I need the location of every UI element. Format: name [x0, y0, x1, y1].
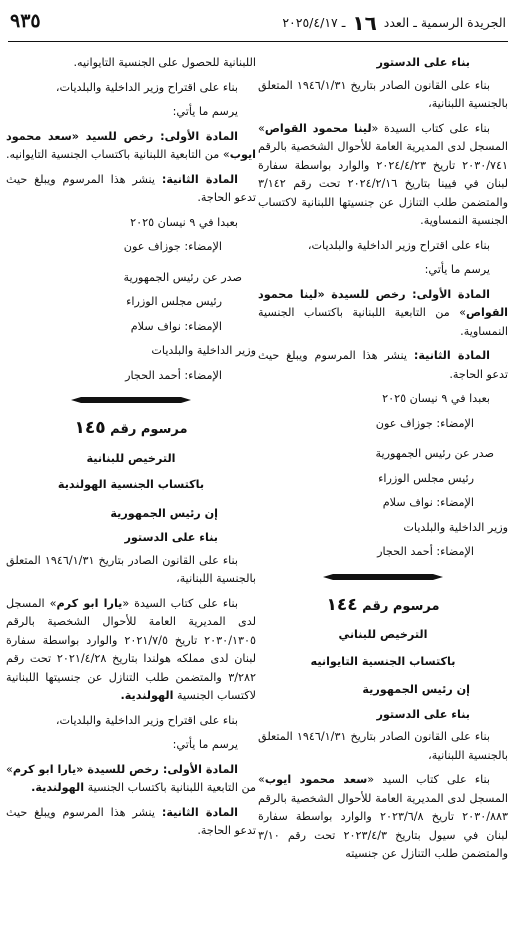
article-label: المادة الثانية:	[413, 349, 490, 362]
page-header	[8, 8, 508, 42]
paragraph: يرسم ما يأتي:	[172, 738, 238, 751]
person-name: لينا محمود القواص	[264, 121, 372, 135]
article-1	[6, 128, 256, 165]
article-1	[258, 286, 508, 342]
text-span: بناء على كتاب السيدة «	[122, 596, 239, 610]
constitution-heading: بناء على الدستور	[124, 531, 218, 544]
person-name: سعد محمود ايوب	[264, 773, 368, 786]
article-1	[6, 761, 256, 798]
text-span: رخص للسيدة «	[76, 762, 163, 776]
text-span: بناء على كتاب السيد «	[367, 773, 490, 786]
paragraph: يرسم ما يأتي:	[424, 263, 490, 276]
paragraph: بناء على القانون الصادر بتاريخ ١٩٤٦/١/٣١ المتعلق بالجنسية اللبنانية،	[258, 730, 508, 762]
paragraph: بناء على القانون الصادر بتاريخ ١٩٤٦/١/٣١ المتعلق بالجنسية اللبنانية،	[6, 553, 256, 585]
person-name: يارا ابو كرم	[56, 596, 123, 610]
issued-by: صدر عن رئيس الجمهورية	[123, 270, 242, 284]
decree-title	[258, 596, 508, 617]
right-column	[258, 54, 508, 870]
minister-signature: الإمضاء: أحمد الحجار	[377, 545, 474, 558]
article-label: المادة الثانية:	[161, 172, 238, 186]
header-page-number: ٩٣٥	[10, 10, 41, 32]
pm-title: رئيس مجلس الوزراء	[126, 295, 222, 308]
decree-label: مرسوم رقم	[362, 598, 440, 614]
article-2	[6, 804, 256, 841]
nationality: الهولندية.	[120, 689, 174, 702]
minister-signature: الإمضاء: أحمد الحجار	[125, 368, 222, 382]
header-date: ـ ٢٠٢٥/٤/١٧	[282, 15, 346, 30]
paragraph: اللبنانية للحصول على الجنسية التايوانيه.	[73, 56, 256, 69]
paragraph	[6, 595, 256, 706]
date-line: بعبدا في ٩ نيسان ٢٠٢٥	[130, 215, 238, 229]
minister-title: وزير الداخلية والبلديات	[151, 344, 256, 357]
decree-subtitle: باكتساب الجنسية التايوانيه	[310, 654, 456, 668]
separator-ornament	[71, 395, 191, 405]
minister-title: وزير الداخلية والبلديات	[403, 520, 508, 534]
article-2	[6, 171, 256, 208]
person-name: لينا محمود القواص	[258, 287, 508, 319]
decree-label: مرسوم رقم	[110, 422, 188, 437]
paragraph: يرسم ما يأتي:	[172, 105, 238, 118]
signature: الإمضاء: جوزاف عون	[375, 416, 474, 430]
text-span: » المسجل لدى المديرية العامة للأحوال الشخصية بالرقم ٢٠٣٠/٨٨٣ تاريخ ٢٠٢٣/٦/٨ والوارد بواسطة سفارة لبنان في سيول بتاريخ ٢٠٢٣/٤/٣ تحت رقم ٣/١٠ والمتضمن طلب التنازل عن جنسيته	[258, 773, 509, 860]
left-column	[6, 54, 256, 847]
pm-signature: الإمضاء: نواف سلام	[130, 319, 222, 333]
paragraph	[258, 120, 508, 231]
decree-subtitle: الترخيص للبناني	[338, 628, 428, 641]
constitution-heading: بناء على الدستور	[376, 707, 470, 721]
article-label: المادة الأولى:	[162, 762, 238, 776]
text-span: ينشر هذا المرسوم ويبلغ حيث تدعو الحاجة.	[258, 349, 508, 381]
decree-number: ١٤٥	[74, 418, 106, 438]
paragraph: بناء على القانون الصادر بتاريخ ١٩٤٦/١/٣١ المتعلق بالجنسية اللبنانية،	[258, 78, 508, 110]
constitution-heading: بناء على الدستور	[376, 56, 470, 69]
text-span: ينشر هذا المرسوم ويبلغ حيث تدعو الحاجة.	[6, 172, 256, 204]
article-label: المادة الأولى:	[160, 129, 239, 143]
person-name: يارا ابو كرم	[12, 762, 77, 776]
text-span: » من التابعية اللبنانية باكتساب الجنسية التايوانيه.	[5, 148, 230, 161]
issued-by: صدر عن رئيس الجمهورية	[375, 447, 494, 460]
text-span: » المسجل لدى المديرية العامة للأحوال الشخصية بالرقم ٢٠٣٠/١٣٠٥ تاريخ ٢٠٢١/٧/٥ والوارد بواسطة سفارة لبنان لدى مملكه هولندا بتاريخ ٢٠٢١/٤/٢٨ تحت رقم ٣/٢٨٢ والمتضمن طلب التنازل عن جنسيتها اللبنانية لاكتساب الجنسية	[6, 596, 256, 702]
nationality: الهولندية.	[31, 781, 85, 794]
pm-title: رئيس مجلس الوزراء	[378, 471, 474, 485]
decree-subtitle: باكتساب الجنسية الهولندية	[57, 478, 205, 491]
text-span: » المسجل لدى المديرية العامة للأحوال الشخصية بالرقم ٢٠٣٠/٧٤١ تاريخ ٢٠٢٤/٤/٢٣ والوارد بواسطة سفارة لبنان في فيينا بتاريخ ٢٠٢٤/٢/١٦ تحت رقم ٣/١٤٢ والمتضمن طلب التنازل عن جنسيتها اللبنانية لاكتساب الجنسية النمساوية.	[258, 121, 509, 227]
text-span: بناء على كتاب السيدة «	[371, 121, 490, 135]
paragraph: بناء على اقتراح وزير الداخلية والبلديات،	[55, 713, 238, 727]
president-heading: إن رئيس الجمهورية	[110, 506, 218, 520]
article-label: المادة الثانية:	[161, 805, 238, 819]
text-span: رخص للسيدة «	[317, 287, 413, 301]
president-heading: إن رئيس الجمهورية	[362, 683, 470, 696]
text-span: » من التابعية اللبنانية باكتساب الجنسية	[6, 762, 256, 794]
date-line: بعبدا في ٩ نيسان ٢٠٢٥	[382, 392, 490, 405]
decree-number: ١٤٤	[326, 594, 358, 615]
paragraph	[258, 771, 508, 864]
article-label: المادة الأولى:	[412, 287, 490, 301]
person-name: سعد محمود ايوب	[6, 129, 256, 161]
text-span: » من التابعية اللبنانية باكتساب الجنسية النمساوية.	[258, 306, 508, 338]
decree-subtitle: الترخيص للبنانية	[86, 451, 176, 465]
pm-signature: الإمضاء: نواف سلام	[382, 496, 474, 509]
decree-title	[6, 419, 256, 440]
paragraph: بناء على اقتراح وزير الداخلية والبلديات،	[307, 238, 490, 252]
text-span: رخص للسيد «	[71, 129, 161, 143]
separator-ornament	[323, 572, 443, 582]
header-issue-number: ١٦	[352, 11, 377, 35]
header-title-prefix: الجريدة الرسمية ـ العدد	[383, 15, 506, 30]
text-span: ينشر هذا المرسوم ويبلغ حيث تدعو الحاجة.	[6, 805, 256, 837]
paragraph: بناء على اقتراح وزير الداخلية والبلديات،	[55, 80, 238, 94]
signature: الإمضاء: جوزاف عون	[123, 240, 222, 253]
header-title	[282, 11, 506, 35]
article-2	[258, 347, 508, 384]
